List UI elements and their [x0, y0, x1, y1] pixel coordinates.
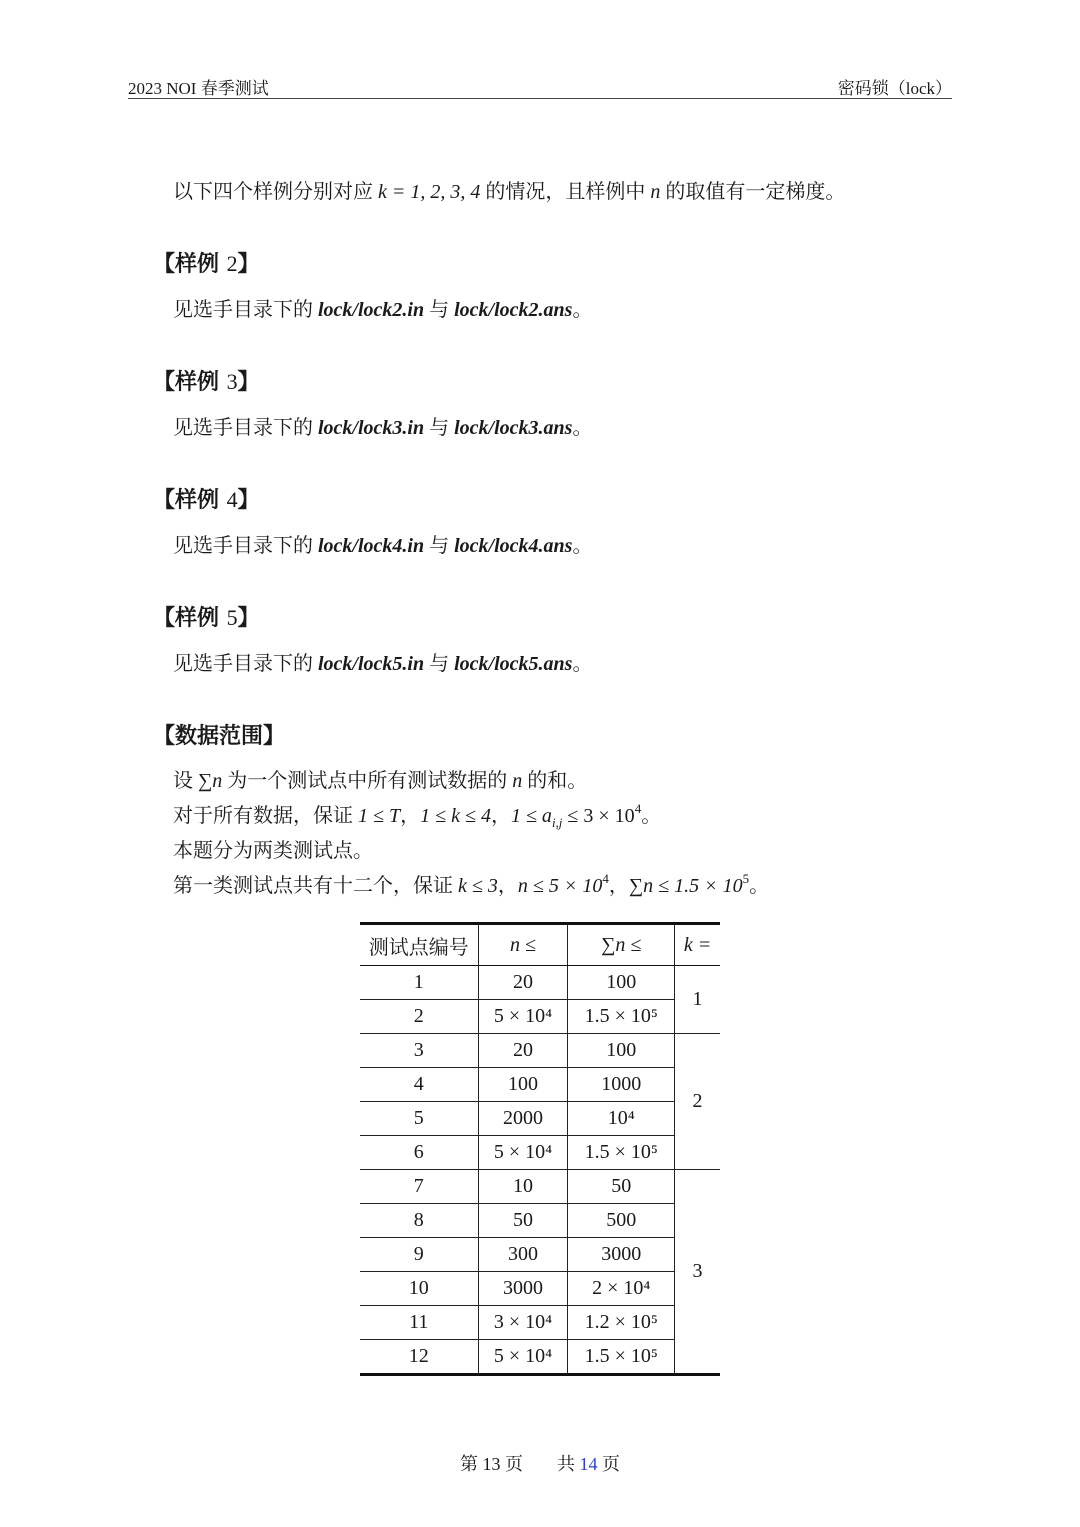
table-row [360, 1000, 720, 1034]
sample-2-text: 见选手目录下的 lock/lock2.in 与 lock/lock2.ans。 [173, 299, 593, 321]
intro-paragraph: 以下四个样例分别对应 k = 1, 2, 3, 4 的情况，且样例中 n 的取值有一定梯度。 [173, 181, 846, 203]
test-point-table [360, 922, 720, 1376]
range-line-3: 本题分为两类测试点。 [173, 840, 373, 862]
table-row [360, 1068, 720, 1102]
k-value: 3 [675, 1170, 720, 1375]
sample-4-text: 见选手目录下的 lock/lock4.in 与 lock/lock4.ans。 [173, 535, 593, 557]
sample-3-title: 【样例 3】 [153, 369, 260, 395]
sum-n-max: 100 [568, 1034, 675, 1068]
header-test-id: 测试点编号 [360, 924, 478, 966]
test-id: 8 [360, 1204, 478, 1238]
n-max: 10 [478, 1170, 568, 1204]
header-sum-n-max: ∑n ≤ [568, 924, 675, 966]
sample-5-title: 【样例 5】 [153, 605, 260, 631]
n-max: 20 [478, 966, 568, 1000]
data-range-title: 【数据范围】 [153, 724, 286, 749]
sample-2-title: 【样例 2】 [153, 251, 260, 277]
range-line-4: 第一类测试点共有十二个，保证 k ≤ 3，$n \le 5 \times 10^4$，$\sum n \le 1.5 \times 10^5$。 [173, 871, 770, 897]
test-id: 9 [360, 1238, 478, 1272]
table-row [360, 1170, 720, 1204]
header-n-max: n ≤ [478, 924, 568, 966]
sum-n-max: 2 × 10⁴ [568, 1272, 675, 1306]
sum-n-max: 1.5 × 10⁵ [568, 1000, 675, 1034]
k-value: 1 [675, 966, 720, 1034]
sum-n-max: 1.5 × 10⁵ [568, 1340, 675, 1375]
n-max: 50 [478, 1204, 568, 1238]
table-row [360, 966, 720, 1000]
current-page-number: 13 [482, 1454, 501, 1474]
test-id: 10 [360, 1272, 478, 1306]
sum-n-max: 3000 [568, 1238, 675, 1272]
table-row [360, 1204, 720, 1238]
n-max: 300 [478, 1238, 568, 1272]
page-footer: 第 13 页 共 14 页 [460, 1454, 620, 1474]
n-max: 100 [478, 1068, 568, 1102]
header-contest-name: 2023 NOI 春季测试 [128, 79, 269, 98]
n-max: 3000 [478, 1272, 568, 1306]
test-id: 7 [360, 1170, 478, 1204]
n-max: 5 × 10⁴ [478, 1136, 568, 1170]
test-id: 1 [360, 966, 478, 1000]
k-value: 2 [675, 1034, 720, 1170]
table-row [360, 1306, 720, 1340]
table-row [360, 1272, 720, 1306]
sum-n-max: 100 [568, 966, 675, 1000]
test-id: 11 [360, 1306, 478, 1340]
sum-n-max: 50 [568, 1170, 675, 1204]
sample-4-title: 【样例 4】 [153, 487, 260, 513]
n-max: 5 × 10⁴ [478, 1000, 568, 1034]
test-id: 6 [360, 1136, 478, 1170]
sum-n-max: 1.2 × 10⁵ [568, 1306, 675, 1340]
sum-n-max: 500 [568, 1204, 675, 1238]
sample-5-text: 见选手目录下的 lock/lock5.in 与 lock/lock5.ans。 [173, 653, 593, 675]
n-max: 3 × 10⁴ [478, 1306, 568, 1340]
n-max: 2000 [478, 1102, 568, 1136]
test-id: 4 [360, 1068, 478, 1102]
header-k-value: k = [675, 924, 720, 966]
sum-n-max: 10⁴ [568, 1102, 675, 1136]
table-row [360, 1136, 720, 1170]
range-line-1: 设 ∑n 为一个测试点中所有测试数据的 n 的和。 [173, 770, 588, 792]
sum-n-max: 1000 [568, 1068, 675, 1102]
table-row [360, 1102, 720, 1136]
n-max: 20 [478, 1034, 568, 1068]
test-id: 12 [360, 1340, 478, 1375]
n-max: 5 × 10⁴ [478, 1340, 568, 1375]
table-row [360, 1340, 720, 1375]
sample-3-text: 见选手目录下的 lock/lock3.in 与 lock/lock3.ans。 [173, 417, 593, 439]
test-id: 5 [360, 1102, 478, 1136]
page-header [128, 72, 952, 99]
test-id: 2 [360, 1000, 478, 1034]
range-line-2: 对于所有数据，保证 1 ≤ T，1 ≤ k ≤ 4，$1 \le a_{i,j} \le 3 \times 10^4$。 [173, 801, 662, 830]
total-pages-link[interactable]: 14 [579, 1454, 598, 1474]
table-header-row [360, 924, 720, 966]
sum-n-max: 1.5 × 10⁵ [568, 1136, 675, 1170]
table-row [360, 1034, 720, 1068]
test-id: 3 [360, 1034, 478, 1068]
table-row [360, 1238, 720, 1272]
header-problem-name: 密码锁（lock） [837, 79, 952, 98]
